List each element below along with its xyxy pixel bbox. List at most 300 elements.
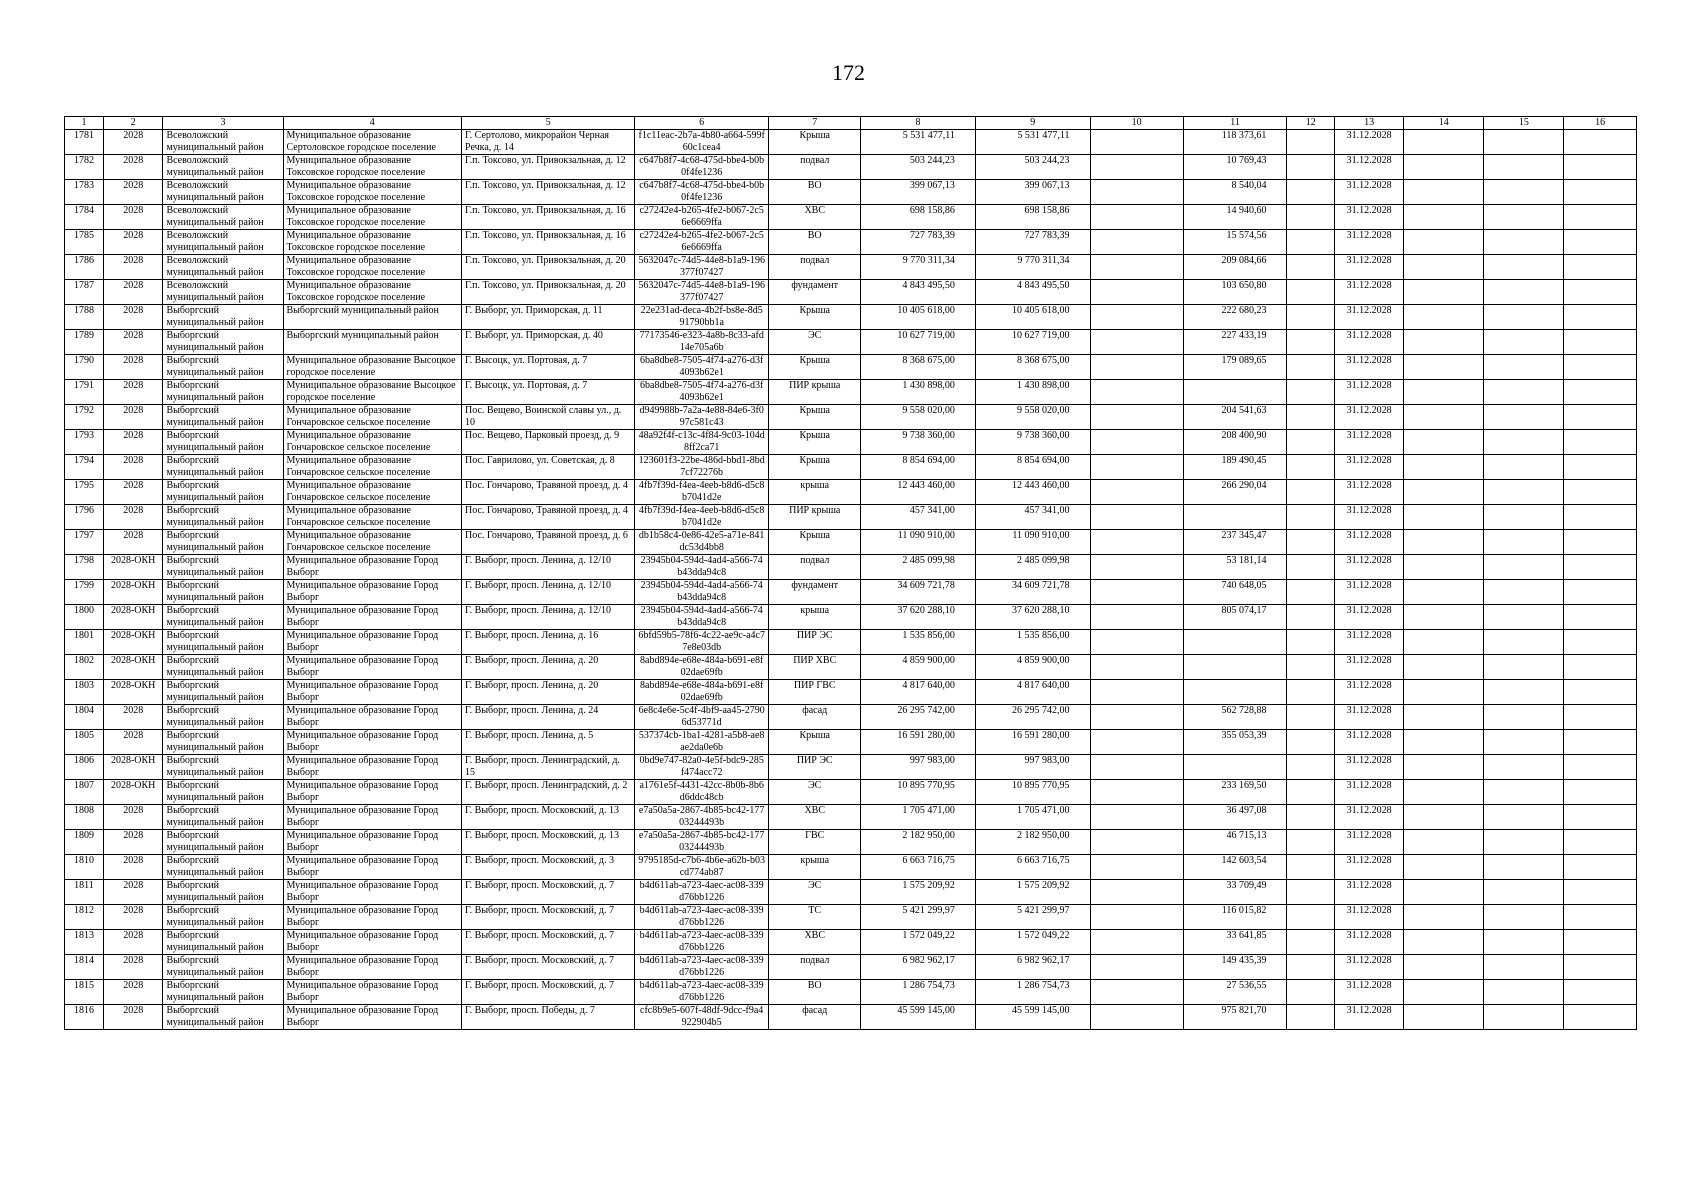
cell-year: 2028 <box>103 205 163 230</box>
cell-deadline: 31.12.2028 <box>1335 730 1404 755</box>
cell-house-id: 123601f3-22be-486d-bbd1-8bd7cf72276b <box>635 455 769 480</box>
cell-fund-cost: 727 783,39 <box>975 230 1090 255</box>
cell-col-15 <box>1484 330 1564 355</box>
cell-col-14 <box>1404 555 1484 580</box>
cell-fund-cost: 698 158,86 <box>975 205 1090 230</box>
cell-fund-cost: 10 405 618,00 <box>975 305 1090 330</box>
cell-year: 2028 <box>103 830 163 855</box>
cell-address: Г. Выборг, просп. Ленина, д. 5 <box>462 730 635 755</box>
cell-district: Всеволожский муниципальный район <box>163 230 283 255</box>
cell-col-14 <box>1404 280 1484 305</box>
cell-address: Пос. Гончарово, Травяной проезд, д. 4 <box>462 505 635 530</box>
cell-col-15 <box>1484 605 1564 630</box>
cell-total-cost: 5 531 477,11 <box>861 130 976 155</box>
cell-col-15 <box>1484 730 1564 755</box>
cell-address: Г. Высоцк, ул. Портовая, д. 7 <box>462 355 635 380</box>
column-header: 5 <box>462 117 635 130</box>
cell-house-id: b4d611ab-a723-4aec-ac08-339d76bb1226 <box>635 955 769 980</box>
cell-col-14 <box>1404 930 1484 955</box>
cell-col-10 <box>1090 705 1183 730</box>
cell-year: 2028 <box>103 905 163 930</box>
cell-district: Выборгский муниципальный район <box>163 505 283 530</box>
table-row <box>65 280 1637 305</box>
cell-col-15 <box>1484 355 1564 380</box>
cell-deadline: 31.12.2028 <box>1335 330 1404 355</box>
table-row <box>65 205 1637 230</box>
column-header: 6 <box>635 117 769 130</box>
cell-district: Выборгский муниципальный район <box>163 880 283 905</box>
cell-col-15 <box>1484 505 1564 530</box>
cell-col-15 <box>1484 705 1564 730</box>
cell-deadline: 31.12.2028 <box>1335 505 1404 530</box>
cell-row-number: 1808 <box>65 805 104 830</box>
cell-fund-cost: 2 182 950,00 <box>975 830 1090 855</box>
cell-work-type: ВО <box>769 980 861 1005</box>
column-header: 11 <box>1183 117 1287 130</box>
cell-col-10 <box>1090 480 1183 505</box>
cell-fund-cost: 997 983,00 <box>975 755 1090 780</box>
cell-fund-cost: 9 770 311,34 <box>975 255 1090 280</box>
cell-col-14 <box>1404 855 1484 880</box>
cell-year: 2028 <box>103 505 163 530</box>
cell-district: Выборгский муниципальный район <box>163 905 283 930</box>
cell-address: Г. Выборг, просп. Ленина, д. 12/10 <box>462 605 635 630</box>
cell-municipality: Выборгский муниципальный район <box>283 330 462 355</box>
cell-col-12 <box>1287 305 1335 330</box>
cell-col-14 <box>1404 980 1484 1005</box>
cell-col-11: 204 541,63 <box>1183 405 1287 430</box>
cell-year: 2028-ОКН <box>103 605 163 630</box>
cell-work-type: ЭС <box>769 880 861 905</box>
table-row <box>65 905 1637 930</box>
cell-municipality: Муниципальное образование Сертоловское городское поселение <box>283 130 462 155</box>
cell-col-12 <box>1287 1005 1335 1030</box>
cell-col-16 <box>1564 630 1637 655</box>
cell-col-12 <box>1287 680 1335 705</box>
cell-row-number: 1786 <box>65 255 104 280</box>
cell-col-11 <box>1183 380 1287 405</box>
cell-col-11: 36 497,08 <box>1183 805 1287 830</box>
cell-col-16 <box>1564 905 1637 930</box>
cell-fund-cost: 10 895 770,95 <box>975 780 1090 805</box>
cell-year: 2028 <box>103 430 163 455</box>
cell-total-cost: 6 982 962,17 <box>861 955 976 980</box>
cell-total-cost: 503 244,23 <box>861 155 976 180</box>
cell-total-cost: 1 535 856,00 <box>861 630 976 655</box>
cell-col-16 <box>1564 130 1637 155</box>
cell-col-12 <box>1287 580 1335 605</box>
cell-municipality: Муниципальное образование Город Выборг <box>283 580 462 605</box>
cell-work-type: Крыша <box>769 530 861 555</box>
cell-deadline: 31.12.2028 <box>1335 430 1404 455</box>
cell-row-number: 1812 <box>65 905 104 930</box>
cell-total-cost: 4 843 495,50 <box>861 280 976 305</box>
cell-col-15 <box>1484 830 1564 855</box>
cell-fund-cost: 1 575 209,92 <box>975 880 1090 905</box>
cell-row-number: 1797 <box>65 530 104 555</box>
cell-year: 2028 <box>103 855 163 880</box>
cell-district: Выборгский муниципальный район <box>163 655 283 680</box>
cell-col-11: 189 490,45 <box>1183 455 1287 480</box>
cell-municipality: Муниципальное образование Город Выборг <box>283 980 462 1005</box>
cell-municipality: Муниципальное образование Город Выборг <box>283 855 462 880</box>
table-row <box>65 330 1637 355</box>
cell-col-11: 805 074,17 <box>1183 605 1287 630</box>
cell-year: 2028 <box>103 730 163 755</box>
cell-col-14 <box>1404 730 1484 755</box>
cell-total-cost: 2 182 950,00 <box>861 830 976 855</box>
cell-address: Г. Выборг, просп. Московский, д. 13 <box>462 830 635 855</box>
cell-municipality: Муниципальное образование Город Выборг <box>283 955 462 980</box>
cell-col-10 <box>1090 130 1183 155</box>
cell-col-14 <box>1404 955 1484 980</box>
cell-col-12 <box>1287 180 1335 205</box>
cell-col-12 <box>1287 230 1335 255</box>
cell-work-type: фундамент <box>769 580 861 605</box>
cell-col-10 <box>1090 505 1183 530</box>
cell-house-id: 22e231ad-deca-4b2f-bs8e-8d591790bb1a <box>635 305 769 330</box>
cell-col-15 <box>1484 930 1564 955</box>
cell-row-number: 1806 <box>65 755 104 780</box>
cell-total-cost: 997 983,00 <box>861 755 976 780</box>
cell-col-10 <box>1090 930 1183 955</box>
cell-municipality: Муниципальное образование Город Выборг <box>283 905 462 930</box>
cell-district: Всеволожский муниципальный район <box>163 130 283 155</box>
cell-year: 2028-ОКН <box>103 780 163 805</box>
cell-col-11: 103 650,80 <box>1183 280 1287 305</box>
cell-row-number: 1796 <box>65 505 104 530</box>
cell-address: Г. Выборг, просп. Московский, д. 7 <box>462 905 635 930</box>
cell-district: Выборгский муниципальный район <box>163 830 283 855</box>
table-row <box>65 405 1637 430</box>
cell-deadline: 31.12.2028 <box>1335 205 1404 230</box>
cell-col-11: 227 433,19 <box>1183 330 1287 355</box>
cell-district: Выборгский муниципальный район <box>163 755 283 780</box>
cell-address: Г.п. Токсово, ул. Привокзальная, д. 20 <box>462 255 635 280</box>
cell-address: Г. Выборг, просп. Победы, д. 7 <box>462 1005 635 1030</box>
cell-col-11: 33 709,49 <box>1183 880 1287 905</box>
cell-address: Г. Выборг, просп. Московский, д. 7 <box>462 980 635 1005</box>
cell-col-16 <box>1564 455 1637 480</box>
cell-deadline: 31.12.2028 <box>1335 905 1404 930</box>
cell-row-number: 1793 <box>65 430 104 455</box>
table-row <box>65 380 1637 405</box>
table-body <box>65 130 1637 1030</box>
cell-work-type: Крыша <box>769 405 861 430</box>
cell-address: Г.п. Токсово, ул. Привокзальная, д. 12 <box>462 180 635 205</box>
cell-year: 2028 <box>103 180 163 205</box>
cell-row-number: 1800 <box>65 605 104 630</box>
cell-col-12 <box>1287 505 1335 530</box>
cell-district: Выборгский муниципальный район <box>163 530 283 555</box>
cell-deadline: 31.12.2028 <box>1335 830 1404 855</box>
cell-year: 2028 <box>103 955 163 980</box>
cell-col-11: 15 574,56 <box>1183 230 1287 255</box>
cell-deadline: 31.12.2028 <box>1335 580 1404 605</box>
cell-year: 2028 <box>103 355 163 380</box>
cell-house-id: 8abd894e-e68e-484a-b691-e8f02dae69fb <box>635 680 769 705</box>
cell-address: Г. Выборг, просп. Московский, д. 13 <box>462 805 635 830</box>
cell-deadline: 31.12.2028 <box>1335 1005 1404 1030</box>
cell-work-type: ПИР крыша <box>769 380 861 405</box>
cell-col-16 <box>1564 480 1637 505</box>
cell-col-10 <box>1090 430 1183 455</box>
cell-deadline: 31.12.2028 <box>1335 980 1404 1005</box>
cell-address: Г.п. Токсово, ул. Привокзальная, д. 12 <box>462 155 635 180</box>
cell-row-number: 1805 <box>65 730 104 755</box>
cell-house-id: d949988b-7a2a-4e88-84e6-3f097c581c43 <box>635 405 769 430</box>
cell-col-16 <box>1564 655 1637 680</box>
cell-row-number: 1784 <box>65 205 104 230</box>
cell-col-14 <box>1404 205 1484 230</box>
cell-col-12 <box>1287 380 1335 405</box>
cell-work-type: ТС <box>769 905 861 930</box>
cell-col-14 <box>1404 405 1484 430</box>
cell-col-12 <box>1287 130 1335 155</box>
table-row <box>65 505 1637 530</box>
cell-col-12 <box>1287 955 1335 980</box>
cell-col-14 <box>1404 680 1484 705</box>
cell-col-14 <box>1404 655 1484 680</box>
cell-total-cost: 9 558 020,00 <box>861 405 976 430</box>
cell-deadline: 31.12.2028 <box>1335 805 1404 830</box>
cell-col-16 <box>1564 755 1637 780</box>
cell-col-10 <box>1090 755 1183 780</box>
cell-fund-cost: 1 286 754,73 <box>975 980 1090 1005</box>
cell-municipality: Выборгский муниципальный район <box>283 305 462 330</box>
cell-work-type: ПИР ГВС <box>769 680 861 705</box>
cell-col-10 <box>1090 580 1183 605</box>
cell-col-10 <box>1090 380 1183 405</box>
cell-col-14 <box>1404 455 1484 480</box>
cell-deadline: 31.12.2028 <box>1335 755 1404 780</box>
cell-fund-cost: 9 738 360,00 <box>975 430 1090 455</box>
cell-col-11: 179 089,65 <box>1183 355 1287 380</box>
cell-col-15 <box>1484 905 1564 930</box>
cell-district: Выборгский муниципальный район <box>163 330 283 355</box>
cell-work-type: ПИР ЭС <box>769 630 861 655</box>
cell-col-11: 355 053,39 <box>1183 730 1287 755</box>
cell-house-id: 8abd894e-e68e-484a-b691-e8f02dae69fb <box>635 655 769 680</box>
cell-col-14 <box>1404 330 1484 355</box>
cell-col-15 <box>1484 480 1564 505</box>
cell-district: Выборгский муниципальный район <box>163 1005 283 1030</box>
cell-house-id: 4fb7f39d-f4ea-4eeb-b8d6-d5c8b7041d2e <box>635 480 769 505</box>
cell-district: Выборгский муниципальный район <box>163 855 283 880</box>
cell-col-10 <box>1090 905 1183 930</box>
cell-work-type: ХВС <box>769 805 861 830</box>
cell-col-10 <box>1090 230 1183 255</box>
cell-fund-cost: 6 663 716,75 <box>975 855 1090 880</box>
cell-col-15 <box>1484 980 1564 1005</box>
cell-col-14 <box>1404 780 1484 805</box>
cell-row-number: 1813 <box>65 930 104 955</box>
cell-col-14 <box>1404 155 1484 180</box>
cell-year: 2028 <box>103 930 163 955</box>
cell-deadline: 31.12.2028 <box>1335 305 1404 330</box>
cell-col-16 <box>1564 330 1637 355</box>
cell-deadline: 31.12.2028 <box>1335 955 1404 980</box>
cell-work-type: фасад <box>769 1005 861 1030</box>
cell-address: Г. Выборг, просп. Ленинградский, д. 15 <box>462 755 635 780</box>
cell-col-12 <box>1287 430 1335 455</box>
cell-total-cost: 10 405 618,00 <box>861 305 976 330</box>
cell-municipality: Муниципальное образование Высоцкое городское поселение <box>283 380 462 405</box>
cell-district: Всеволожский муниципальный район <box>163 205 283 230</box>
table-row <box>65 1005 1637 1030</box>
cell-col-15 <box>1484 430 1564 455</box>
cell-col-10 <box>1090 180 1183 205</box>
cell-address: Г.п. Токсово, ул. Привокзальная, д. 16 <box>462 205 635 230</box>
cell-col-10 <box>1090 980 1183 1005</box>
cell-address: Г. Выборг, просп. Ленина, д. 24 <box>462 705 635 730</box>
cell-fund-cost: 4 843 495,50 <box>975 280 1090 305</box>
cell-deadline: 31.12.2028 <box>1335 855 1404 880</box>
cell-total-cost: 698 158,86 <box>861 205 976 230</box>
cell-col-14 <box>1404 755 1484 780</box>
cell-total-cost: 1 572 049,22 <box>861 930 976 955</box>
cell-work-type: Крыша <box>769 305 861 330</box>
cell-house-id: f1c11eac-2b7a-4b80-a664-599f60c1cea4 <box>635 130 769 155</box>
cell-address: Г. Высоцк, ул. Портовая, д. 7 <box>462 380 635 405</box>
cell-district: Выборгский муниципальный район <box>163 705 283 730</box>
cell-col-15 <box>1484 805 1564 830</box>
cell-col-16 <box>1564 980 1637 1005</box>
cell-col-15 <box>1484 555 1564 580</box>
cell-col-12 <box>1287 530 1335 555</box>
table-row <box>65 555 1637 580</box>
table-row <box>65 430 1637 455</box>
cell-district: Всеволожский муниципальный район <box>163 180 283 205</box>
cell-col-12 <box>1287 730 1335 755</box>
cell-col-12 <box>1287 605 1335 630</box>
cell-col-16 <box>1564 180 1637 205</box>
cell-col-12 <box>1287 880 1335 905</box>
cell-district: Выборгский муниципальный район <box>163 680 283 705</box>
cell-municipality: Муниципальное образование Город Выборг <box>283 555 462 580</box>
cell-work-type: ЭС <box>769 780 861 805</box>
cell-row-number: 1809 <box>65 830 104 855</box>
cell-col-10 <box>1090 880 1183 905</box>
cell-fund-cost: 2 485 099,98 <box>975 555 1090 580</box>
cell-district: Выборгский муниципальный район <box>163 430 283 455</box>
cell-municipality: Муниципальное образование Гончаровское сельское поселение <box>283 480 462 505</box>
cell-house-id: 0bd9e747-82a0-4e5f-bdc9-285f474acc72 <box>635 755 769 780</box>
cell-total-cost: 4 859 900,00 <box>861 655 976 680</box>
cell-col-14 <box>1404 1005 1484 1030</box>
cell-work-type: ЭС <box>769 330 861 355</box>
column-header: 2 <box>103 117 163 130</box>
cell-total-cost: 10 627 719,00 <box>861 330 976 355</box>
cell-district: Выборгский муниципальный район <box>163 955 283 980</box>
cell-col-15 <box>1484 655 1564 680</box>
cell-col-15 <box>1484 530 1564 555</box>
cell-year: 2028 <box>103 980 163 1005</box>
cell-address: Пос. Гончарово, Травяной проезд, д. 4 <box>462 480 635 505</box>
cell-district: Выборгский муниципальный район <box>163 380 283 405</box>
cell-address: Г. Выборг, просп. Московский, д. 3 <box>462 855 635 880</box>
cell-row-number: 1816 <box>65 1005 104 1030</box>
cell-house-id: 6ba8dbe8-7505-4f74-a276-d3f4093b62e1 <box>635 355 769 380</box>
cell-row-number: 1782 <box>65 155 104 180</box>
cell-address: Г. Выборг, просп. Ленина, д. 16 <box>462 630 635 655</box>
cell-address: Пос. Гаврилово, ул. Советская, д. 8 <box>462 455 635 480</box>
cell-municipality: Муниципальное образование Гончаровское сельское поселение <box>283 455 462 480</box>
cell-house-id: 23945b04-594d-4ad4-a566-74b43dda94c8 <box>635 555 769 580</box>
cell-house-id: c647b8f7-4c68-475d-bbe4-b0b0f4fe1236 <box>635 180 769 205</box>
cell-house-id: c27242e4-b265-4fe2-b067-2c56e6669ffa <box>635 205 769 230</box>
cell-col-10 <box>1090 680 1183 705</box>
column-header: 16 <box>1564 117 1637 130</box>
cell-municipality: Муниципальное образование Гончаровское сельское поселение <box>283 505 462 530</box>
cell-year: 2028 <box>103 880 163 905</box>
cell-col-11: 740 648,05 <box>1183 580 1287 605</box>
cell-col-15 <box>1484 580 1564 605</box>
table-row <box>65 980 1637 1005</box>
cell-row-number: 1803 <box>65 680 104 705</box>
cell-total-cost: 727 783,39 <box>861 230 976 255</box>
cell-fund-cost: 5 421 299,97 <box>975 905 1090 930</box>
cell-fund-cost: 4 859 900,00 <box>975 655 1090 680</box>
cell-col-14 <box>1404 305 1484 330</box>
cell-col-16 <box>1564 280 1637 305</box>
cell-col-12 <box>1287 255 1335 280</box>
table-row <box>65 855 1637 880</box>
cell-deadline: 31.12.2028 <box>1335 930 1404 955</box>
cell-work-type: Крыша <box>769 730 861 755</box>
cell-col-11: 562 728,88 <box>1183 705 1287 730</box>
cell-fund-cost: 457 341,00 <box>975 505 1090 530</box>
cell-col-16 <box>1564 580 1637 605</box>
cell-col-16 <box>1564 605 1637 630</box>
cell-row-number: 1788 <box>65 305 104 330</box>
cell-address: Г. Выборг, просп. Московский, д. 7 <box>462 955 635 980</box>
column-header: 14 <box>1404 117 1484 130</box>
cell-col-11: 149 435,39 <box>1183 955 1287 980</box>
cell-col-11: 237 345,47 <box>1183 530 1287 555</box>
cell-year: 2028 <box>103 405 163 430</box>
cell-year: 2028 <box>103 480 163 505</box>
cell-year: 2028 <box>103 805 163 830</box>
cell-col-16 <box>1564 1005 1637 1030</box>
column-header: 9 <box>975 117 1090 130</box>
cell-col-12 <box>1287 755 1335 780</box>
cell-municipality: Муниципальное образование Город Выборг <box>283 705 462 730</box>
cell-fund-cost: 26 295 742,00 <box>975 705 1090 730</box>
cell-deadline: 31.12.2028 <box>1335 380 1404 405</box>
cell-address: Пос. Гончарово, Травяной проезд, д. 6 <box>462 530 635 555</box>
cell-col-14 <box>1404 605 1484 630</box>
cell-col-14 <box>1404 180 1484 205</box>
table-row <box>65 355 1637 380</box>
cell-work-type: фундамент <box>769 280 861 305</box>
cell-col-11: 209 084,66 <box>1183 255 1287 280</box>
cell-col-12 <box>1287 205 1335 230</box>
cell-col-16 <box>1564 380 1637 405</box>
cell-year: 2028 <box>103 1005 163 1030</box>
cell-house-id: b4d611ab-a723-4aec-ac08-339d76bb1226 <box>635 905 769 930</box>
table-row <box>65 630 1637 655</box>
cell-row-number: 1789 <box>65 330 104 355</box>
cell-total-cost: 12 443 460,00 <box>861 480 976 505</box>
table-row <box>65 680 1637 705</box>
cell-address: Г. Выборг, просп. Ленина, д. 12/10 <box>462 580 635 605</box>
cell-address: Г. Выборг, просп. Ленинградский, д. 2 <box>462 780 635 805</box>
cell-district: Выборгский муниципальный район <box>163 480 283 505</box>
cell-col-11: 222 680,23 <box>1183 305 1287 330</box>
cell-fund-cost: 5 531 477,11 <box>975 130 1090 155</box>
cell-col-14 <box>1404 230 1484 255</box>
